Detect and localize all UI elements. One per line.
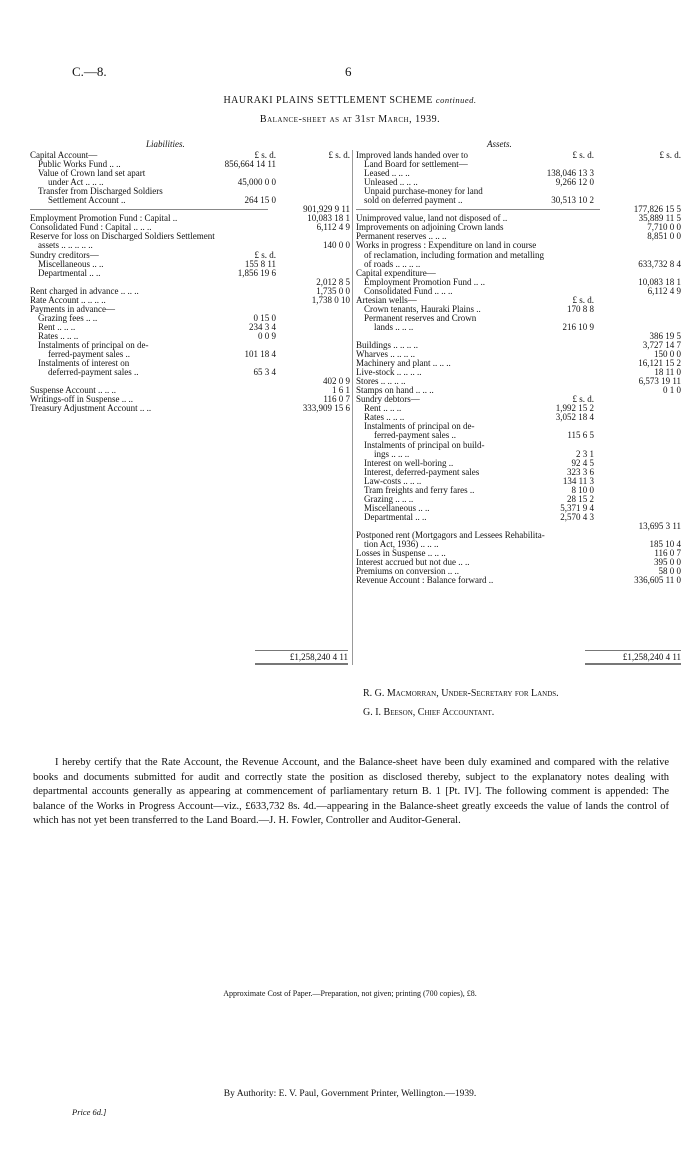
- assets-row-label: Permanent reserves and Crown: [364, 313, 477, 323]
- assets-row: [356, 386, 681, 395]
- assets-row-label: Grazing .. .. ..: [364, 494, 414, 504]
- liabilities-row: [30, 377, 350, 386]
- audit-certificate: I hereby certify that the Rate Account, the Revenue Account, and the Balance-sheet have been duly examined and compared with the relative books and documents submitted for audit and correctly state the position as disclosed thereby, subject to the explanatory notes dealing with departmental accounts generally as appearing at commencement of parliamentary return B. 1 [Pt. IV]. The following comment is appended: The balance of the Works in Progress Account—viz., £633,732 8s. 4d.—appearing in the Balance-sheet greatly exceeds the value of lands the control of which has not yet been transferred to the Land Board.—J. H. Fowler, Controller and Auditor-General.: [33, 757, 669, 826]
- signature-under-secretary: R. G. Macmorran, Under-Secretary for Lands.: [363, 688, 559, 699]
- assets-row: [356, 540, 681, 549]
- liabilities-row: [30, 386, 350, 395]
- liabilities-row: [30, 205, 350, 214]
- assets-row-label: Premiums on conversion .. ..: [356, 567, 459, 577]
- assets-row-label: Employment Promotion Fund .. ..: [364, 277, 486, 287]
- liabilities-total: [255, 650, 348, 665]
- assets-inner-amount: 134 11 3: [562, 475, 594, 486]
- assets-inner-amount: 3,052 18 4: [555, 412, 594, 423]
- liabilities-row-label: Settlement Account ..: [48, 196, 126, 206]
- assets-inner-amount: 9,266 12 0: [555, 177, 594, 188]
- assets-row-label: Artesian wells—: [356, 295, 417, 305]
- assets-inner-amount: £ s. d.: [572, 294, 594, 305]
- assets-row-label: Miscellaneous .. ..: [364, 503, 430, 513]
- assets-inner-amount: £ s. d.: [572, 150, 594, 160]
- assets-row-label: Live-stock .. .. .. ..: [356, 368, 422, 378]
- assets-outer-amount: 3,727 14 7: [642, 339, 681, 350]
- assets-row: [356, 377, 681, 386]
- assets-row-label: Stores .. .. .. ..: [356, 377, 406, 387]
- assets-inner-amount: 92 4 5: [571, 457, 594, 468]
- liabilities-row: [30, 395, 350, 404]
- liabilities-row: [30, 196, 350, 205]
- price-note: Price 6d.]: [72, 1107, 107, 1117]
- liabilities-inner-amount: 234 3 4: [249, 321, 276, 332]
- liabilities-row-label: Treasury Adjustment Account .. ..: [30, 404, 152, 414]
- liabilities-inner-amount: £ s. d.: [254, 150, 276, 160]
- liabilities-row: [30, 241, 350, 250]
- assets-inner-amount: 138,046 13 3: [546, 168, 594, 179]
- assets-inner-amount: £ s. d.: [572, 394, 594, 405]
- assets-row: [356, 567, 681, 576]
- assets-row-label: Revenue Account : Balance forward ..: [356, 576, 494, 586]
- assets-outer-amount: 35,889 11 5: [638, 213, 681, 224]
- assets-row: [356, 477, 681, 486]
- liabilities-inner-amount: 0 15 0: [253, 312, 276, 323]
- liabilities-outer-amount: £ s. d.: [328, 150, 350, 160]
- liabilities-row-label: Rate Account .. .. .. ..: [30, 295, 106, 305]
- liabilities-row-label: Public Works Fund .. ..: [38, 160, 121, 170]
- assets-row: [356, 413, 681, 422]
- assets-row: [356, 296, 681, 305]
- liabilities-row-label: Employment Promotion Fund : Capital ..: [30, 214, 178, 224]
- liabilities-row: [30, 332, 350, 341]
- assets-inner-amount: 28 15 2: [567, 493, 594, 504]
- assets-outer-amount: 116 0 7: [654, 548, 681, 559]
- assets-row: [356, 305, 681, 314]
- assets-row: [356, 558, 681, 567]
- liabilities-row: [30, 160, 350, 169]
- liabilities-outer-amount: 1,738 0 10: [311, 294, 350, 305]
- liabilities-row: [30, 260, 350, 269]
- assets-row: [356, 269, 681, 278]
- page-number: 6: [345, 64, 352, 79]
- liabilities-row: [30, 269, 350, 278]
- assets-inner-amount: 2 3 1: [576, 448, 594, 459]
- assets-row-label: Leased .. .. ..: [364, 169, 410, 179]
- assets-row: [356, 214, 681, 223]
- assets-row: [356, 160, 681, 169]
- assets-row-label: [356, 209, 600, 210]
- assets-outer-amount: 7,710 0 0: [647, 222, 681, 233]
- assets-row: [356, 513, 681, 522]
- balance-sheet-title: Balance-sheet as at 31st March, 1939.: [259, 114, 441, 125]
- liabilities-row: [30, 232, 350, 241]
- liabilities-inner-amount: 856,664 14 11: [224, 159, 276, 170]
- assets-row: [356, 549, 681, 558]
- assets-row-label: Machinery and plant .. .. ..: [356, 359, 451, 369]
- liabilities-row: [30, 223, 350, 232]
- assets-row: [356, 431, 681, 440]
- assets-row-label: Capital expenditure—: [356, 268, 436, 278]
- assets-outer-amount: 395 0 0: [654, 557, 681, 568]
- liabilities-row: [30, 187, 350, 196]
- column-divider: [352, 150, 353, 665]
- liabilities-row-label: Writings-off in Suspense .. ..: [30, 395, 133, 405]
- assets-row: [356, 251, 681, 260]
- liabilities-outer-amount: 333,909 15 6: [302, 403, 350, 414]
- assets-outer-amount: 177,826 15 5: [633, 204, 681, 215]
- assets-row-label: Interest, deferred-payment sales: [364, 467, 480, 477]
- assets-row: [356, 205, 681, 214]
- liabilities-outer-amount: 140 0 0: [323, 240, 350, 251]
- page-reference: C.—8.: [72, 64, 107, 79]
- assets-inner-amount: 8 10 0: [571, 484, 594, 495]
- liabilities-row: [30, 305, 350, 314]
- liabilities-row-label: Rent charged in advance .. .. ..: [30, 286, 139, 296]
- assets-outer-amount: 386 19 5: [649, 330, 681, 341]
- assets-row-label: ferred-payment sales ..: [374, 431, 456, 441]
- assets-inner-amount: 1,992 15 2: [555, 403, 594, 414]
- liabilities-row-label: Suspense Account .. .. ..: [30, 386, 116, 396]
- liabilities-row-label: Instalments of interest on: [38, 359, 130, 369]
- assets-row-label: Losses in Suspense .. .. ..: [356, 549, 446, 559]
- signature-chief-accountant: G. I. Beeson, Chief Accountant.: [363, 707, 495, 718]
- assets-outer-amount: 633,732 8 4: [638, 258, 681, 269]
- liabilities-inner-amount: £ s. d.: [254, 249, 276, 260]
- liabilities-row-label: Departmental .. ..: [38, 268, 101, 278]
- assets-row: [356, 278, 681, 287]
- liabilities-outer-amount: 10,083 18 1: [307, 213, 350, 224]
- liabilities-inner-amount: 1,856 19 6: [237, 267, 276, 278]
- assets-total-value: £1,258,240 4 11: [622, 652, 681, 662]
- assets-side: [356, 151, 681, 585]
- paper-cost-note: Approximate Cost of Paper.—Preparation, not given; printing (700 copies), £8.: [223, 989, 477, 998]
- assets-row: [356, 323, 681, 332]
- liabilities-outer-amount: 2,012 8 5: [316, 276, 350, 287]
- liabilities-inner-amount: 45,000 0 0: [237, 177, 276, 188]
- assets-inner-amount: 170 8 8: [567, 303, 594, 314]
- assets-row-label: Interest on well-boring ..: [364, 458, 454, 468]
- assets-row-label: Postponed rent (Mortgagors and Lessees Rehabilita-: [356, 530, 545, 540]
- liabilities-total-value: £1,258,240 4 11: [289, 652, 348, 662]
- assets-row: [356, 395, 681, 404]
- assets-row: [356, 341, 681, 350]
- assets-row: [356, 232, 681, 241]
- assets-outer-amount: 13,695 3 11: [638, 520, 681, 531]
- assets-outer-amount: 336,605 11 0: [634, 575, 681, 586]
- assets-row: [356, 187, 681, 196]
- assets-outer-amount: 8,851 0 0: [647, 231, 681, 242]
- liabilities-row-label: Rates .. .. ..: [38, 331, 79, 341]
- liabilities-outer-amount: 116 0 7: [323, 394, 350, 405]
- assets-row: [356, 196, 681, 205]
- scheme-title: HAURAKI PLAINS SETTLEMENT SCHEME: [223, 95, 433, 106]
- assets-row-label: Improvements on adjoining Crown lands: [356, 223, 504, 233]
- liabilities-row: [30, 314, 350, 323]
- liabilities-row-label: Value of Crown land set apart: [38, 169, 146, 179]
- assets-row: [356, 241, 681, 250]
- liabilities-row: [30, 278, 350, 287]
- assets-row: [356, 350, 681, 359]
- assets-row-label: Interest accrued but not due .. ..: [356, 558, 470, 568]
- liabilities-row-label: Payments in advance—: [30, 304, 115, 314]
- assets-row: [356, 332, 681, 341]
- assets-row-label: Law-costs .. .. ..: [364, 476, 422, 486]
- assets-row-label: of reclamation, including formation and metalling: [364, 250, 544, 260]
- liabilities-row: [30, 368, 350, 377]
- assets-row: [356, 468, 681, 477]
- assets-row: [356, 404, 681, 413]
- liabilities-row-label: Consolidated Fund : Capital .. .. ..: [30, 223, 152, 233]
- liabilities-row: [30, 214, 350, 223]
- assets-row: [356, 178, 681, 187]
- assets-row: [356, 359, 681, 368]
- assets-row-label: Rates .. .. ..: [364, 413, 405, 423]
- assets-row: [356, 151, 681, 160]
- assets-row-label: Unimproved value, land not disposed of ..: [356, 214, 508, 224]
- scheme-title-line: [0, 95, 700, 106]
- assets-outer-amount: 58 0 0: [658, 566, 681, 577]
- liabilities-inner-amount: 65 3 4: [253, 367, 276, 378]
- assets-outer-amount: 18 11 0: [654, 367, 681, 378]
- assets-total: [585, 650, 681, 665]
- liabilities-row: [30, 169, 350, 178]
- assets-row: [356, 495, 681, 504]
- assets-row-label: tion Act, 1936) .. .. ..: [364, 540, 439, 550]
- liabilities-row-label: Instalments of principal on de-: [38, 340, 149, 350]
- liabilities-row-label: Transfer from Discharged Soldiers: [38, 187, 163, 197]
- liabilities-outer-amount: 1 6 1: [332, 385, 350, 396]
- liabilities-row: [30, 251, 350, 260]
- liabilities-row-label: Capital Account—: [30, 151, 98, 160]
- continued-label: continued.: [435, 95, 477, 105]
- liabilities-row-label: Grazing fees .. ..: [38, 313, 98, 323]
- assets-outer-amount: 16,121 15 2: [638, 358, 681, 369]
- assets-row-label: Instalments of principal on build-: [364, 440, 485, 450]
- assets-row-label: of roads .. .. .. ..: [364, 259, 421, 269]
- assets-row: [356, 287, 681, 296]
- liabilities-row: [30, 296, 350, 305]
- assets-row-label: Wharves .. .. .. ..: [356, 350, 415, 360]
- assets-row: [356, 450, 681, 459]
- assets-row-label: Stamps on hand .. .. ..: [356, 386, 434, 396]
- assets-row: [356, 504, 681, 513]
- assets-row-label: Consolidated Fund .. .. ..: [364, 286, 453, 296]
- liabilities-row: [30, 341, 350, 350]
- assets-row-label: Departmental .. ..: [364, 512, 427, 522]
- authority-line: By Authority: E. V. Paul, Government Printer, Wellington.—1939.: [223, 1089, 477, 1099]
- assets-row: [356, 522, 681, 531]
- liabilities-row: [30, 359, 350, 368]
- assets-row: [356, 422, 681, 431]
- assets-outer-amount: £ s. d.: [659, 150, 681, 160]
- liabilities-row: [30, 323, 350, 332]
- assets-inner-amount: 5,371 9 4: [560, 502, 594, 513]
- liabilities-outer-amount: 6,112 4 9: [316, 222, 350, 233]
- liabilities-row-label: ferred-payment sales ..: [48, 350, 130, 360]
- assets-row-label: Instalments of principal on de-: [364, 422, 475, 432]
- assets-row-label: Unleased .. .. ..: [364, 178, 418, 188]
- assets-row-label: Rent .. .. ..: [364, 404, 402, 414]
- liabilities-row-label: deferred-payment sales ..: [48, 368, 139, 378]
- assets-row: [356, 531, 681, 540]
- liabilities-row: [30, 151, 350, 160]
- assets-row-label: lands .. .. ..: [374, 322, 414, 332]
- liabilities-inner-amount: 264 15 0: [244, 195, 276, 206]
- liabilities-row-label: Sundry creditors—: [30, 250, 99, 260]
- assets-row-label: Unpaid purchase-money for land: [364, 187, 483, 197]
- liabilities-inner-amount: 101 18 4: [244, 349, 276, 360]
- assets-inner-amount: 216 10 9: [562, 321, 594, 332]
- assets-row: [356, 368, 681, 377]
- liabilities-row: [30, 287, 350, 296]
- assets-heading: Assets.: [487, 139, 512, 149]
- liabilities-row: [30, 350, 350, 359]
- assets-outer-amount: 185 10 4: [649, 539, 681, 550]
- assets-row: [356, 486, 681, 495]
- assets-row: [356, 441, 681, 450]
- assets-row-label: Land Board for settlement—: [364, 160, 468, 170]
- liabilities-outer-amount: 1,735 0 0: [316, 285, 350, 296]
- assets-row: [356, 459, 681, 468]
- assets-row: [356, 314, 681, 323]
- liabilities-row-label: Rent .. .. ..: [38, 322, 76, 332]
- liabilities-row-label: Reserve for loss on Discharged Soldiers Settlement: [30, 232, 215, 242]
- assets-inner-amount: 323 3 6: [567, 466, 594, 477]
- liabilities-side: [30, 151, 350, 413]
- assets-row-label: ings .. .. ..: [374, 449, 410, 459]
- liabilities-row: [30, 404, 350, 413]
- liabilities-heading: Liabilities.: [146, 139, 185, 149]
- assets-row-label: Crown tenants, Hauraki Plains ..: [364, 304, 481, 314]
- assets-inner-amount: 2,570 4 3: [560, 511, 594, 522]
- assets-row-label: Sundry debtors—: [356, 395, 420, 405]
- assets-outer-amount: 150 0 0: [654, 349, 681, 360]
- assets-outer-amount: 10,083 18 1: [638, 276, 681, 287]
- liabilities-outer-amount: 901,929 9 11: [303, 204, 350, 215]
- liabilities-inner-amount: 0 0 9: [258, 330, 276, 341]
- assets-row: [356, 576, 681, 585]
- assets-row-label: Tram freights and ferry fares ..: [364, 485, 475, 495]
- assets-row: [356, 260, 681, 269]
- assets-outer-amount: 6,112 4 9: [647, 285, 681, 296]
- assets-row-label: Works in progress : Expenditure on land in course: [356, 241, 537, 251]
- assets-row: [356, 169, 681, 178]
- liabilities-inner-amount: 155 8 11: [244, 258, 276, 269]
- assets-row-label: Permanent reserves .. .. ..: [356, 232, 447, 242]
- liabilities-row-label: [30, 209, 268, 210]
- assets-row-label: Buildings .. .. .. ..: [356, 340, 419, 350]
- liabilities-outer-amount: 402 0 9: [323, 376, 350, 387]
- assets-outer-amount: 6,573 19 11: [638, 376, 681, 387]
- assets-outer-amount: 0 1 0: [663, 385, 681, 396]
- liabilities-row-label: assets .. .. .. .. ..: [38, 241, 93, 251]
- liabilities-row: [30, 178, 350, 187]
- assets-row-label: sold on deferred payment ..: [364, 196, 463, 206]
- assets-inner-amount: 115 6 5: [567, 430, 594, 441]
- assets-inner-amount: 30,513 10 2: [551, 195, 594, 206]
- liabilities-row-label: Miscellaneous .. ..: [38, 259, 104, 269]
- assets-row-label: Improved lands handed over to: [356, 151, 468, 160]
- liabilities-row-label: under Act .. .. ..: [48, 178, 104, 188]
- assets-row: [356, 223, 681, 232]
